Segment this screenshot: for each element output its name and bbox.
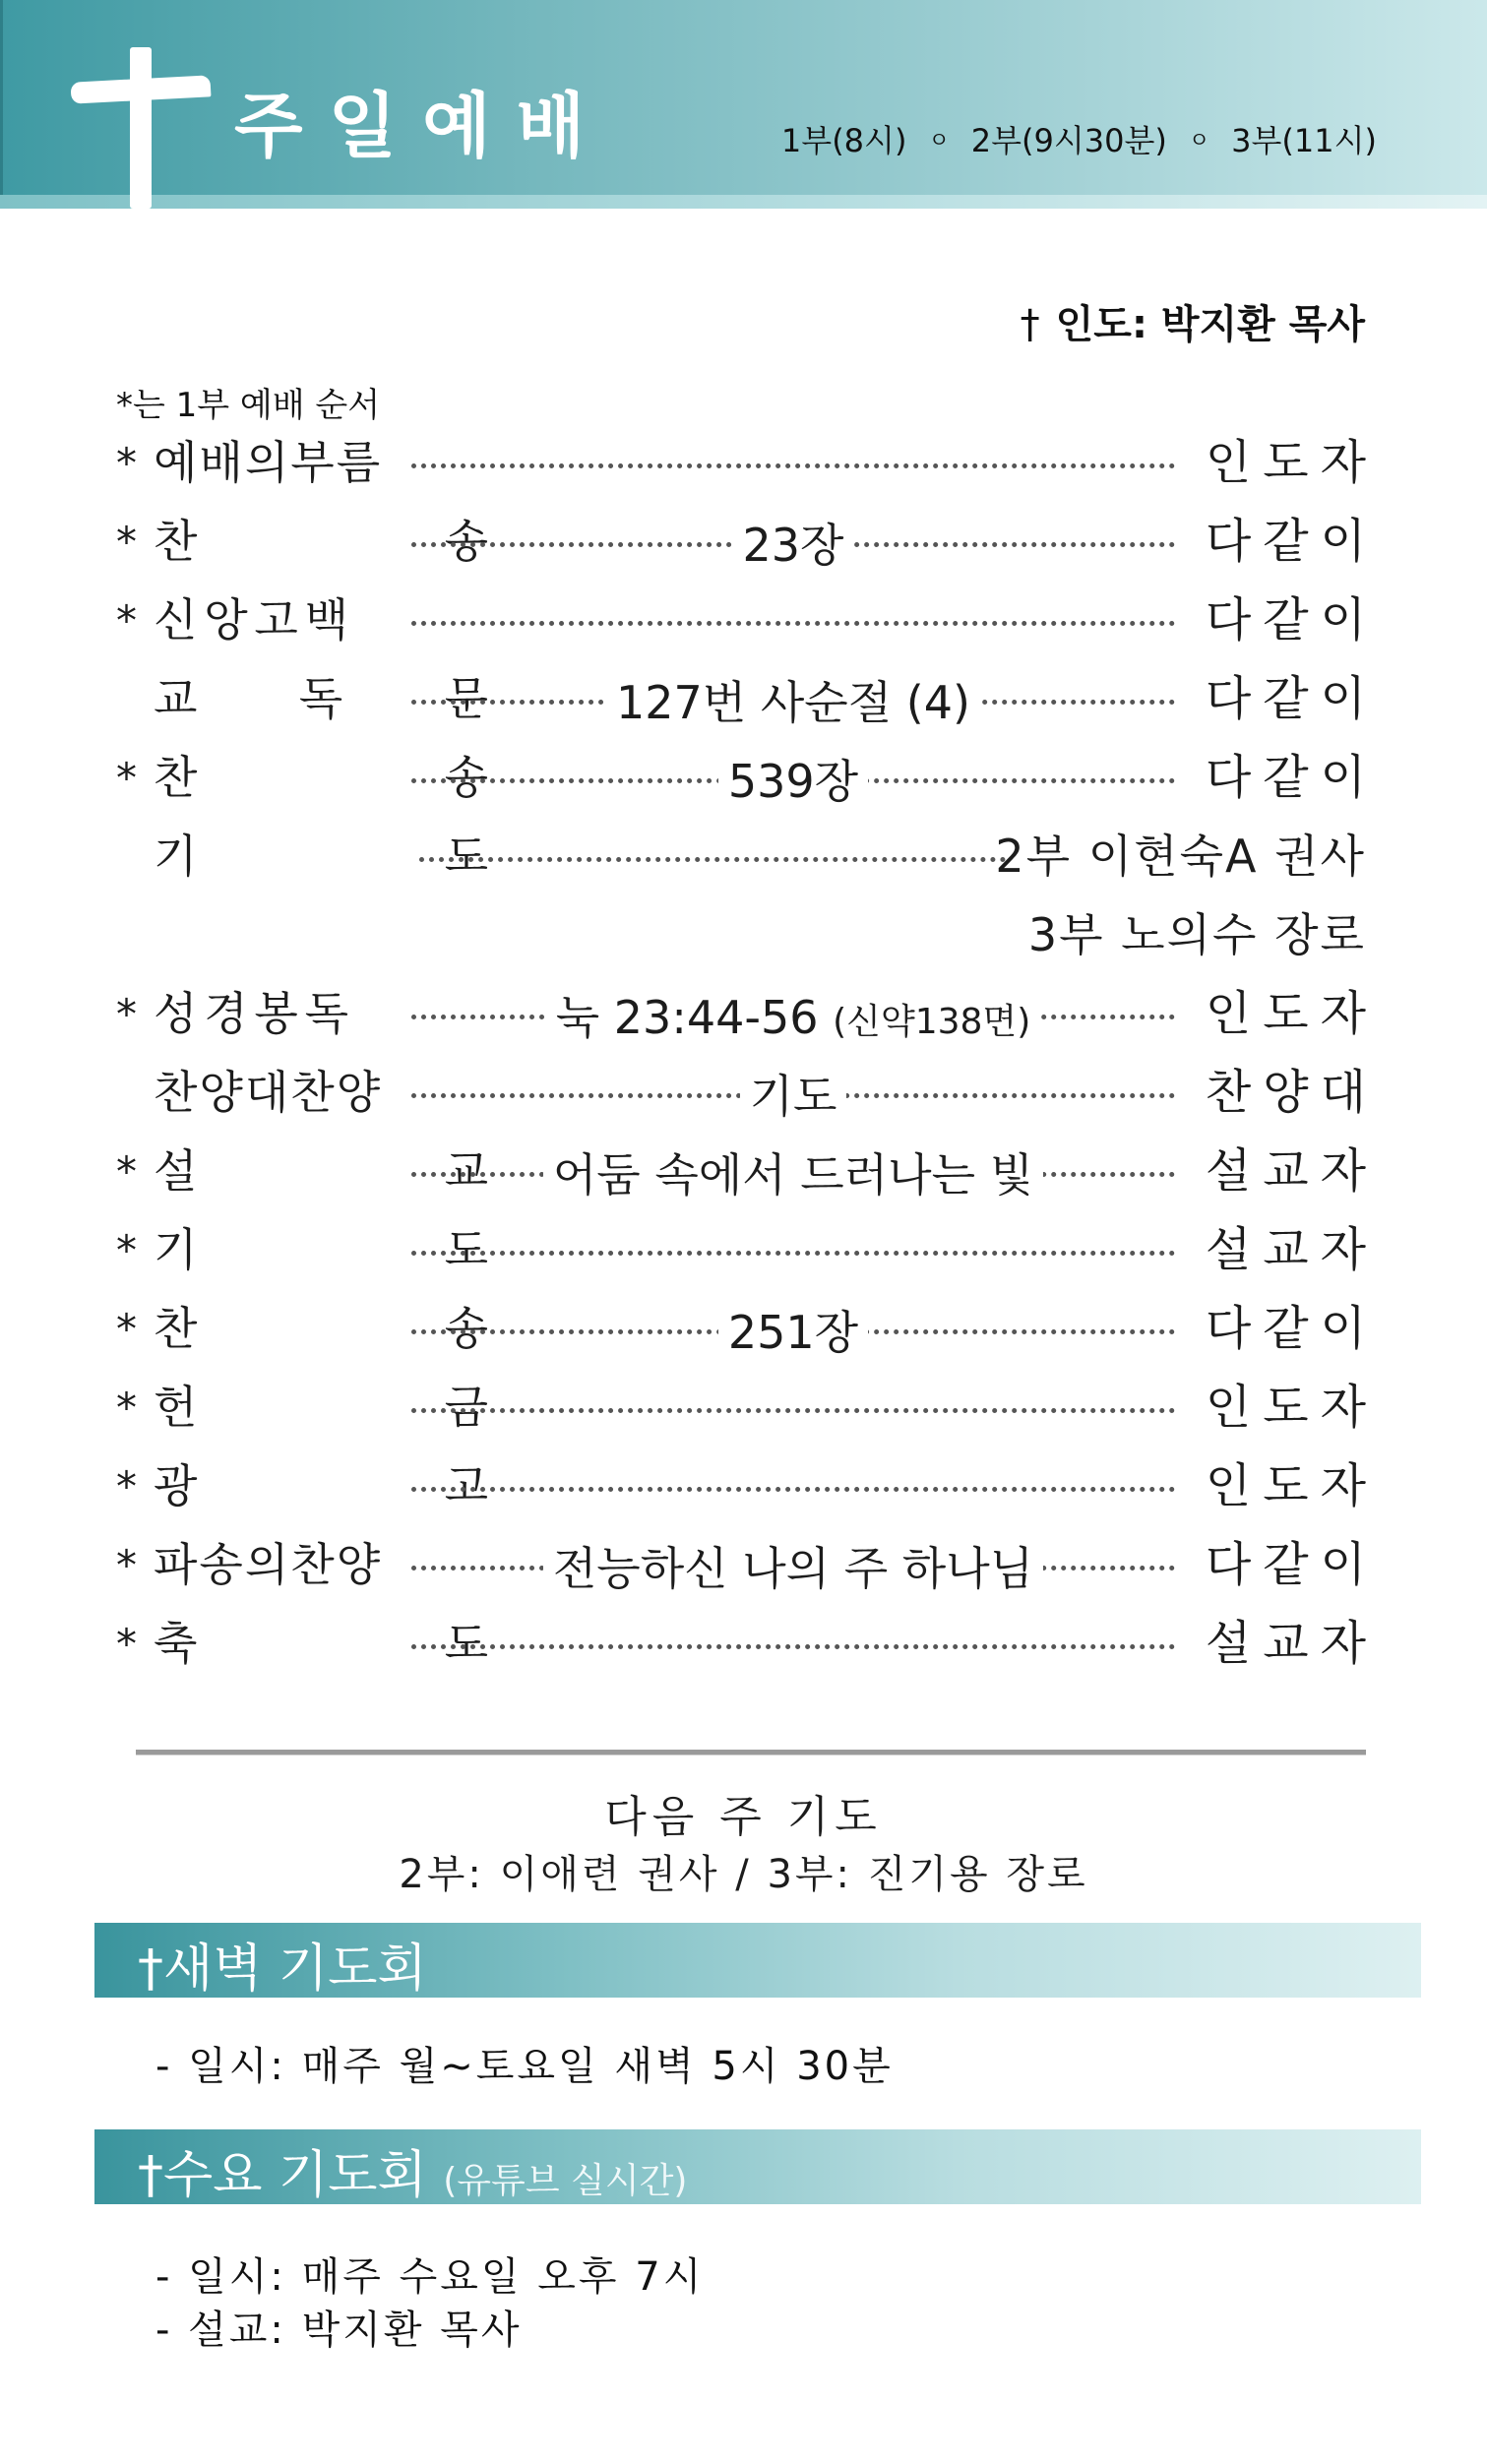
wednesday-prayer-schedule: - 일시: 매주 수요일 오후 7시 (155, 2254, 705, 2300)
dotted-leader (411, 1251, 1175, 1256)
leader-text: 인도: 박지환 목사 (1055, 302, 1365, 347)
first-service-star: * (116, 1147, 137, 1196)
item-person: 설교자 (1205, 1222, 1378, 1277)
divider (136, 1750, 1366, 1756)
item-name: 광 고 (154, 1459, 488, 1512)
item-name: 교 독 문 (154, 672, 488, 725)
page-title: 주일예배 (234, 85, 611, 167)
next-prayer-title: 다음 주 기도 (604, 1792, 883, 1842)
section-header-wednesday-prayer (94, 2129, 1421, 2204)
item-person: 다같이 (1205, 750, 1378, 805)
order-row (116, 425, 1378, 504)
order-row (116, 1606, 1378, 1685)
separator: ㅇ (1188, 128, 1210, 154)
first-service-star: * (116, 439, 137, 487)
item-name: 헌 금 (154, 1381, 488, 1434)
item-person: 찬양대 (1205, 1065, 1378, 1120)
dotted-leader (411, 463, 1175, 468)
order-row (116, 1448, 1378, 1527)
first-service-star: * (116, 1462, 137, 1510)
item-person: 다같이 (1205, 592, 1378, 647)
item-detail: 251장 (510, 1305, 1077, 1360)
order-row (116, 661, 1378, 740)
item-name: 기 도 (154, 1223, 488, 1276)
separator: ㅇ (928, 128, 950, 154)
first-service-star: * (116, 518, 137, 566)
order-row (116, 740, 1378, 819)
header-edge (0, 0, 3, 195)
order-row (116, 819, 1366, 897)
item-detail: 기도 (510, 1069, 1077, 1124)
wednesday-prayer-preacher: - 설교: 박지환 목사 (155, 2308, 523, 2353)
first-service-star: * (116, 1541, 137, 1589)
item-name: 파송의찬양 (154, 1538, 383, 1591)
order-row (116, 976, 1378, 1055)
item-name: 찬 송 (154, 515, 488, 568)
dotted-leader (411, 1487, 1175, 1492)
item-detail (510, 990, 1077, 1050)
item-name: 예배의부름 (154, 436, 383, 489)
order-row (116, 1527, 1378, 1606)
dagger-icon: † (1020, 302, 1040, 347)
item-name: 찬양대찬양 (154, 1066, 383, 1119)
dotted-leader (411, 1644, 1175, 1649)
order-row (116, 1291, 1378, 1370)
item-person: 다같이 (1205, 1537, 1378, 1592)
item-person: 2부 이현숙A 권사 (995, 830, 1366, 883)
first-service-star: * (116, 1384, 137, 1432)
order-note: *는 1부 예배 순서 (116, 386, 381, 425)
item-person: 인도자 (1205, 435, 1378, 490)
dawn-prayer-schedule: - 일시: 매주 월~토요일 새벽 5시 30분 (155, 2044, 894, 2089)
first-service-star: * (116, 596, 137, 645)
item-person: 설교자 (1205, 1143, 1378, 1199)
item-person: 다같이 (1205, 671, 1378, 726)
first-service-star: * (116, 1620, 137, 1668)
item-name: 기 도 (154, 830, 488, 883)
order-row (116, 1055, 1378, 1134)
item-name: 찬 송 (154, 751, 488, 804)
item-person: 인도자 (1205, 1380, 1378, 1435)
item-person: 설교자 (1205, 1616, 1378, 1671)
item-name: 설 교 (154, 1144, 488, 1198)
item-person: 3부 노의수 장로 (1027, 908, 1366, 961)
order-row (116, 897, 1366, 976)
header-banner (0, 0, 1487, 195)
order-row (116, 583, 1378, 661)
service-time-2: 2부(9시30분) (970, 122, 1167, 159)
order-row (116, 1212, 1378, 1291)
item-person: 인도자 (1205, 986, 1378, 1041)
item-detail: 전능하신 나의 주 하나님 (510, 1541, 1077, 1596)
item-detail: 539장 (510, 754, 1077, 809)
dotted-leader (419, 857, 1006, 862)
order-row (116, 1370, 1378, 1448)
worship-order (116, 425, 1378, 1685)
dotted-leader (411, 1408, 1175, 1413)
scripture-page: (신약138면) (833, 1002, 1031, 1042)
section-subtitle: (유튜브 실시간) (443, 2161, 688, 2201)
first-service-star: * (116, 990, 137, 1038)
item-person: 다같이 (1205, 514, 1378, 569)
dotted-leader (411, 621, 1175, 626)
item-name: 축 도 (154, 1617, 488, 1670)
order-row (116, 1134, 1378, 1212)
item-person: 인도자 (1205, 1458, 1378, 1513)
section-title: †수요 기도회 (유튜브 실시간) (138, 2146, 688, 2205)
first-service-star: * (116, 1226, 137, 1274)
item-name: 성 경 봉 독 (154, 987, 348, 1040)
next-prayer-detail: 2부: 이애련 권사 / 3부: 진기용 장로 (399, 1852, 1088, 1897)
section-header-dawn-prayer (94, 1923, 1421, 1998)
first-service-star: * (116, 754, 137, 802)
order-row (116, 504, 1378, 583)
section-title: †새벽 기도회 (138, 1940, 427, 1999)
item-detail: 23장 (510, 518, 1077, 573)
item-name: 찬 송 (154, 1302, 488, 1355)
item-name: 신 앙 고 백 (154, 593, 348, 647)
header-underline (0, 195, 1487, 209)
scripture: 눅 23:44-56 (555, 991, 819, 1044)
service-time-1: 1부(8시) (780, 122, 907, 159)
item-person: 다같이 (1205, 1301, 1378, 1356)
leader-line (1021, 293, 1365, 349)
sermon-title: 어둠 속에서 드러나는 빛 (510, 1147, 1077, 1202)
service-times (781, 116, 1377, 161)
first-service-star: * (116, 1305, 137, 1353)
item-detail: 127번 사순절 (4) (510, 675, 1077, 730)
service-time-3: 3부(11시) (1231, 122, 1377, 159)
